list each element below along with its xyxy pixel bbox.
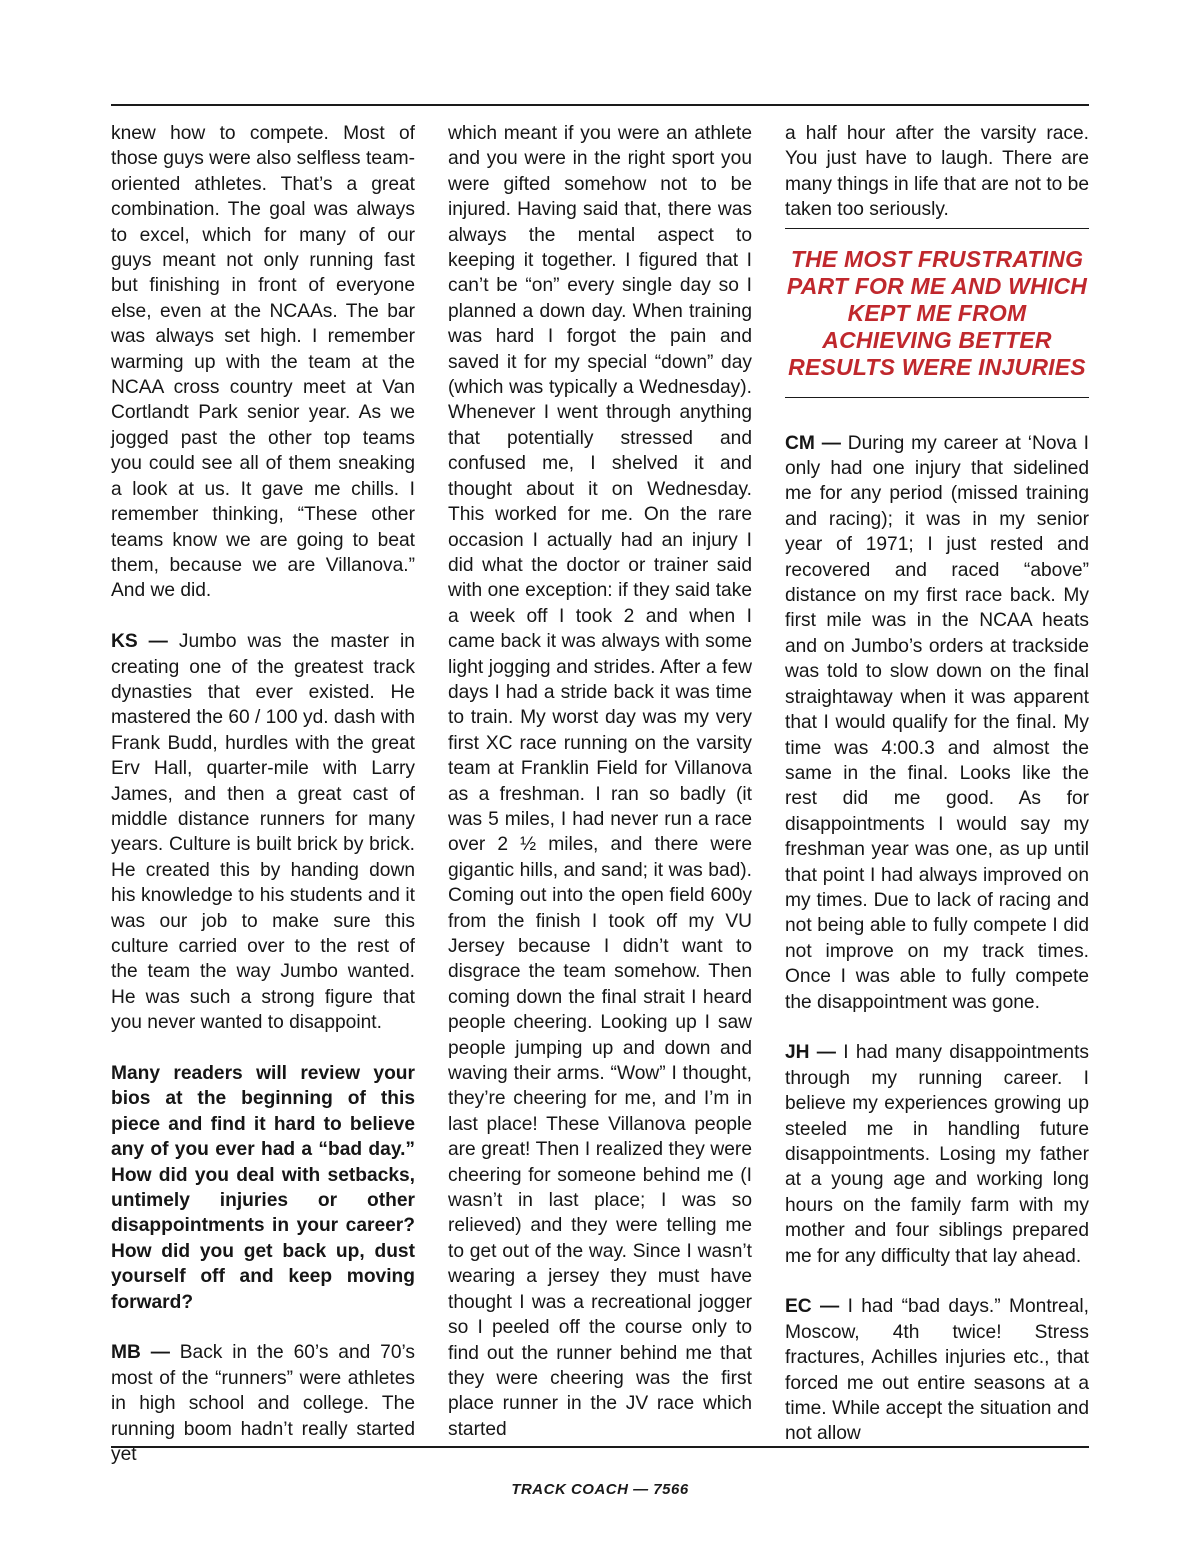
paragraph: which meant if you were an athlete and you were in the right sport you were gifted somehow not to be injured. Having said that, there was always the mental aspect to keeping it together. I figured that I can’t be “on” every single day so I planned a down day. When training was hard I forgot the pain and saved it for my special “down” day (which was typically a Wednesday). Whenever I went through anything that potentially stressed and confused me, I shelved it and thought about it on Wednesday. This worked for me. On the rare occasion I actually had an injury I did what the doctor or trainer said with one exception: if they said take a week off I took 2 and when I came back it was always with some light jogging and strides. After a few days I had a stride back it was time to train. My worst day was my very first XC race running on the varsity team at Franklin Field for Villanova as a freshman. I ran so badly (it was 5 miles, I had never run a race over 2 ½ miles, and there were gigantic hills, and sand; it was bad). Coming out into the open field 600y from the finish I took off my VU Jersey because I didn’t want to disgrace the team somehow. Then coming down the final strait I heard people cheering. Looking up I saw people jumping up and down and waving their arms. “Wow” I thought, they’re cheering for me, and I’m in last place! These Villanova people are great! Then I realized they were cheering for someone behind me (I wasn’t in last place; I was so relieved) and they were telling me to get out of the way. Since I wasn’t wearing a jersey they must have thought I was a recreational jogger so I peeled off the course only to find out the runner behind me that they were cheering was the first place runner in the JV race which started: [448, 123, 752, 1440]
paragraph-mb: [111, 1340, 415, 1467]
column-1: [111, 121, 415, 1467]
paragraph: a half hour after the varsity race. You just have to laugh. There are many things in life that are not to be taken too seriously.: [785, 123, 1089, 221]
answer-text: I had “bad days.” Montreal, Moscow, 4th twice! Stress fractures, Achilles injuries etc., that forced me out entire seasons at a time. While accept the situation and not allow: [785, 1296, 1089, 1445]
footer-rule: [111, 1446, 1089, 1448]
pull-quote-rule-bottom: [785, 397, 1089, 398]
paragraph: knew how to compete. Most of those guys were also selfless team-oriented athletes. That’s a great combination. The goal was always to excel, which for many of our guys meant not only running fast but finishing in front of everyone else, even at the NCAAs. The bar was always set high. I remember warming up with the team at the NCAA cross country meet at Van Cortlandt Park senior year. As we jogged past the other top teams you could see all of them sneaking a look at us. It gave me chills. I remember thinking, “These other teams know we are going to beat them, because we are Villanova.” And we did.: [111, 123, 415, 602]
answer-text: I had many disappointments through my running career. I believe my experiences growing up steeled me in handling future disappointments. Losing my father at a young age and working long hours on the family farm with my mother and four siblings prepared me for any difficulty that lay ahead.: [785, 1042, 1089, 1267]
paragraph-ec: [785, 1294, 1089, 1446]
speaker-label: EC —: [785, 1296, 840, 1318]
speaker-label: CM —: [785, 432, 841, 454]
paragraph-jh: [785, 1040, 1089, 1269]
answer-text: Jumbo was the master in creating one of the greatest track dynasties that ever existed. He mastered the 60 / 100 yd. dash with Frank Budd, hurdles with the great Erv Hall, quarter-mile with Larry James, and then a great cast of middle distance runners for many years. Culture is built brick by brick. He created this by handing down his knowledge to his students and it was our job to make sure this culture carried over to the rest of the team the way Jumbo wanted. He was such a strong figure that you never wanted to disappoint.: [111, 631, 415, 1034]
speaker-label: JH —: [785, 1042, 836, 1064]
speaker-label: MB —: [111, 1342, 170, 1364]
paragraph-cm: [785, 431, 1089, 1015]
paragraph-ks: [111, 629, 415, 1036]
pull-quote-rule-top: [785, 228, 1089, 229]
pull-quote: THE MOST FRUSTRATING PART FOR ME AND WHICH KEPT ME FROM ACHIEVING BETTER RESULTS WERE INJURIES: [786, 245, 1088, 380]
answer-text: During my career at ‘Nova I only had one injury that sidelined me for any period (missed training and racing); it was in my senior year of 1971; I just rested and recovered and raced “above” distance on my first race back. My first mile was in the NCAA heats and on Jumbo’s orders at trackside was told to slow down on the final straightaway when it was apparent that I would qualify for the final. My time was 4:00.3 and almost the same in the final. Looks like the rest did me good. As for disappointments I would say my freshman year was one, as up until that point I had always improved on my times. Due to lack of racing and not being able to fully compete I did not improve on my track times. Once I was able to fully compete the disappointment was gone.: [785, 432, 1089, 1013]
page-footer: TRACK COACH — 7566: [511, 1481, 689, 1498]
speaker-label: KS —: [111, 631, 168, 653]
header-rule: [111, 104, 1089, 106]
column-3: [785, 121, 1089, 1447]
column-2: [448, 121, 752, 1442]
interview-question: Many readers will review your bios at the beginning of this piece and find it hard to believe any of you ever had a “bad day.” How did you deal with setbacks, untimely injuries or other disappointments in your career? How did you get back up, dust yourself off and keep moving forward?: [111, 1063, 415, 1313]
answer-text: Back in the 60’s and 70’s most of the “runners” were athletes in high school and college. The running boom hadn’t really started yet: [111, 1342, 416, 1466]
